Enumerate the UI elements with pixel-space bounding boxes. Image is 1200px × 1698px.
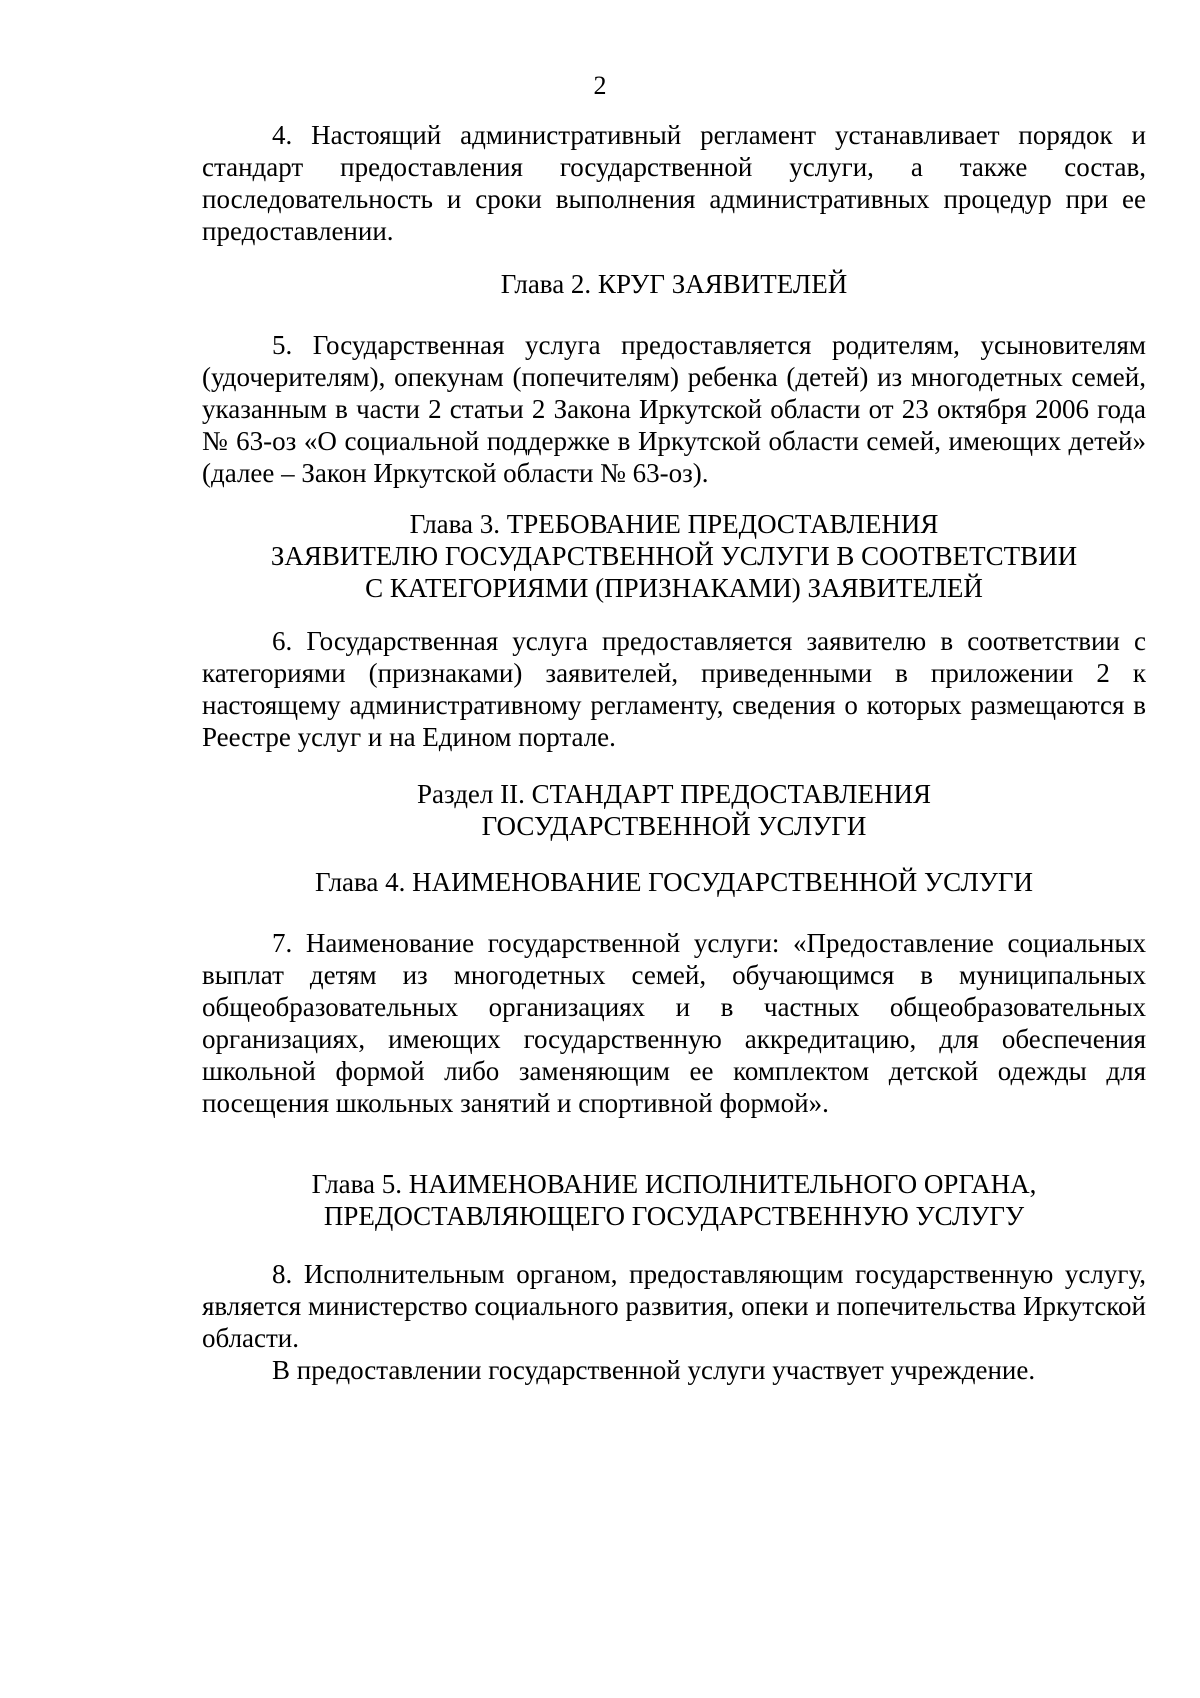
paragraph-4: 4. Настоящий административный регламент устанавливает порядок и стандарт предоставления государственной услуги, а также состав, последовательность и сроки выполнения административных процедур при ее предоставлении. bbox=[202, 120, 1146, 246]
page-number: 2 bbox=[593, 71, 607, 100]
chapter-5-heading bbox=[202, 1168, 1146, 1232]
chapter-3-heading bbox=[202, 508, 1146, 604]
paragraph-7: 7. Наименование государственной услуги: «Предоставление социальных выплат детям из многодетных семей, обучающимся в муниципальных общеобразовательных организациях и в частных общеобразовательных организациях, имеющих государственную аккредитацию, для обеспечения школьной формой либо заменяющим ее комплектом детской одежды для посещения школьных занятий и спортивной формой». bbox=[202, 928, 1146, 1118]
chapter-2-heading-block bbox=[202, 268, 1146, 300]
chapter-2-heading-line: Глава 2. КРУГ ЗАЯВИТЕЛЕЙ bbox=[500, 269, 848, 299]
chapter-4-heading-block bbox=[202, 866, 1146, 898]
paragraph-5-block bbox=[202, 329, 1146, 489]
chapter-3-heading-line-1: Глава 3. ТРЕБОВАНИЕ ПРЕДОСТАВЛЕНИЯ bbox=[409, 509, 939, 539]
section-2-heading-block bbox=[202, 778, 1146, 842]
chapter-3-heading-block bbox=[202, 508, 1146, 604]
paragraph-7-block bbox=[202, 927, 1146, 1119]
chapter-4-heading bbox=[202, 866, 1146, 898]
chapter-2-heading bbox=[202, 268, 1146, 300]
paragraph-5: 5. Государственная услуга предоставляется родителям, усыновителям (удочерителям), опекунам (попечителям) ребенка (детей) из многодетных семей, указанным в части 2 статьи 2 Закона Иркутской области от 23 октября 2006 года № 63-оз «О социальной поддержке в Иркутской области семей, имеющих детей» (далее – Закон Иркутской области № 63-оз). bbox=[202, 330, 1146, 488]
chapter-5-heading-line-2: ПРЕДОСТАВЛЯЮЩЕГО ГОСУДАРСТВЕННУЮ УСЛУГУ bbox=[323, 1201, 1025, 1231]
chapter-3-heading-line-3: С КАТЕГОРИЯМИ (ПРИЗНАКАМИ) ЗАЯВИТЕЛЕЙ bbox=[365, 573, 983, 603]
paragraph-6-block bbox=[202, 625, 1146, 753]
paragraph-4-block bbox=[202, 119, 1146, 247]
paragraph-6: 6. Государственная услуга предоставляется заявителю в соответствии с категориями (признаками) заявителей, приведенными в приложении 2 к настоящему административному регламенту, сведения о которых размещаются в Реестре услуг и на Едином портале. bbox=[202, 626, 1146, 752]
section-2-heading bbox=[202, 778, 1146, 842]
paragraph-8-continuation: В предоставлении государственной услуги участвует учреждение. bbox=[272, 1355, 1036, 1385]
chapter-5-heading-block bbox=[202, 1168, 1146, 1232]
paragraph-8-block bbox=[202, 1258, 1146, 1386]
paragraph-8: 8. Исполнительным органом, предоставляющим государственную услугу, является министерство социального развития, опеки и попечительства Иркутской области. bbox=[202, 1259, 1146, 1353]
section-2-heading-line-1: Раздел II. СТАНДАРТ ПРЕДОСТАВЛЕНИЯ bbox=[417, 779, 931, 809]
chapter-3-heading-line-2: ЗАЯВИТЕЛЮ ГОСУДАРСТВЕННОЙ УСЛУГИ В СООТВЕТСТВИИ bbox=[270, 541, 1078, 571]
chapter-4-heading-line: Глава 4. НАИМЕНОВАНИЕ ГОСУДАРСТВЕННОЙ УСЛУГИ bbox=[314, 867, 1033, 897]
section-2-heading-line-2: ГОСУДАРСТВЕННОЙ УСЛУГИ bbox=[481, 811, 867, 841]
chapter-5-heading-line-1: Глава 5. НАИМЕНОВАНИЕ ИСПОЛНИТЕЛЬНОГО ОРГАНА, bbox=[311, 1169, 1037, 1199]
